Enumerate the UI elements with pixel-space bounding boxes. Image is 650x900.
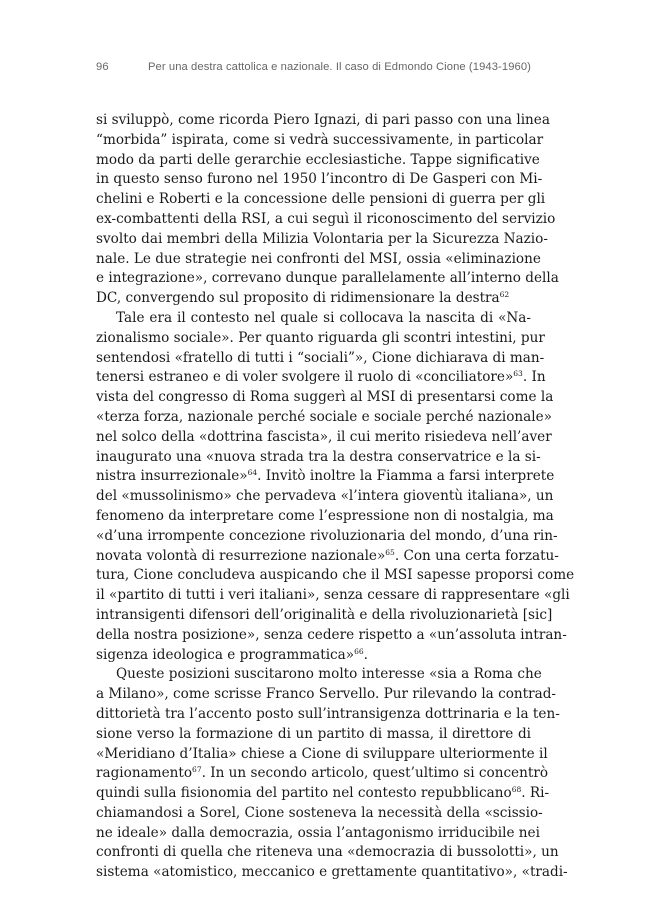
- text-line: in questo senso furono nel 1950 l’incontro di De Gasperi con Mi-: [96, 171, 543, 188]
- line-tail: . In un secondo articolo, quest’ultimo si concentrò: [201, 765, 549, 782]
- text-line: sistema «atomistico, meccanico e grettamente quantitativo», «tradi-: [96, 864, 568, 881]
- running-title: Per una destra cattolica e nazionale. Il caso di Edmondo Cione (1943-1960): [147, 61, 531, 73]
- text-line: intransigenti difensori dell’originalità e della rivoluzionarietà [sic]: [96, 606, 553, 623]
- text-line: ragionamento$^{67}$. In un secondo articolo, quest’ultimo si concentrò: [96, 765, 549, 782]
- text-line: “morbida” ispirata, come si vedrà successivamente, in particolar: [96, 131, 544, 148]
- footnote-marker[interactable]: 67: [192, 765, 202, 775]
- text-line: Queste posizioni suscitarono molto interesse «sia a Roma che: [116, 666, 542, 683]
- text-line: a Milano», come scrisse Franco Servello. Pur rilevando la contrad-: [96, 686, 557, 703]
- text-line: nel solco della «dottrina fascista», il cui merito risiedeva nell’aver: [96, 428, 552, 445]
- line-tail: . Con una certa forzatu-: [394, 547, 559, 564]
- text-line: nistra insurrezionale»$^{64}$. Invitò inoltre la Fiamma a farsi interprete: [96, 468, 555, 485]
- footnote-marker[interactable]: 62: [499, 290, 510, 300]
- footnote-marker[interactable]: 68: [511, 785, 522, 795]
- line-tail: . In: [522, 369, 546, 386]
- text-line: della nostra posizione», senza cedere rispetto a «un’assoluta intran-: [96, 626, 567, 643]
- text-line: e integrazione», correvano dunque parallelamente all’interno della: [96, 270, 559, 287]
- paragraph: [96, 309, 575, 665]
- footnote-marker[interactable]: 65: [385, 547, 395, 557]
- text-line: Tale era il contesto nel quale si collocava la nascita di «Na-: [116, 309, 531, 326]
- text-line: chelini e Roberti e la concessione delle pensioni di guerra per gli: [96, 191, 546, 208]
- text-line: sione verso la formazione di un partito di massa, il direttore di: [96, 725, 531, 742]
- text-line: del «mussolinismo» che pervadeva «l’intera gioventù italiana», un: [96, 488, 554, 505]
- line-tail: .: [363, 646, 368, 663]
- text-line: «terza forza, nazionale perché sociale e sociale perché nazionale»: [96, 408, 552, 425]
- text-line: il «partito di tutti i veri italiani», senza cessare di rappresentare «gli: [96, 587, 570, 604]
- text-line: zionalismo sociale». Per quanto riguarda gli scontri intestini, pur: [96, 329, 545, 346]
- page-number: 96: [96, 61, 109, 73]
- body-text: [96, 111, 575, 883]
- text-line: ex-combattenti della RSI, a cui seguì il riconoscimento del servizio: [96, 210, 556, 227]
- text-line: modo da parti delle gerarchie ecclesiastiche. Tappe significative: [96, 151, 540, 168]
- text-line: si sviluppò, come ricorda Piero Ignazi, di pari passo con una linea: [96, 112, 550, 128]
- text-line: fenomeno da interpretare come l’espressione non di nostalgia, ma: [96, 507, 554, 524]
- text-line: confronti di quella che riteneva una «democrazia di bussolotti», un: [96, 844, 559, 861]
- text-line: tenersi estraneo e di voler svolgere il ruolo di «conciliatore»$^{63}$. In: [96, 369, 546, 386]
- text-line: nale. Le due strategie nei confronti del MSI, ossia «eliminazione: [96, 250, 541, 267]
- text-line: DC, convergendo sul proposito di ridimensionare la destra$^{62}$: [96, 290, 510, 307]
- running-head: [96, 61, 531, 79]
- text-line: svolto dai membri della Milizia Volontaria per la Sicurezza Nazio-: [96, 230, 548, 247]
- text-line: sigenza ideologica e programmatica»$^{66}$.: [96, 646, 368, 663]
- text-line: dittorietà tra l’accento posto sull’intransigenza dottrinaria e la ten-: [96, 705, 560, 722]
- text-line: vista del congresso di Roma suggerì al MSI di presentarsi come la: [96, 389, 554, 406]
- text-line: inaugurato una «nuova strada tra la destra conservatrice e la si-: [96, 448, 541, 465]
- text-line: tura, Cione concludeva auspicando che il MSI sapesse proporsi come: [96, 567, 575, 584]
- text-line: sentendosi «fratello di tutti i “sociali”», Cione dichiarava di man-: [96, 349, 545, 366]
- line-tail: . Invitò inoltre la Fiamma a farsi interprete: [257, 468, 555, 485]
- footnote-marker[interactable]: 63: [513, 369, 523, 379]
- text-line: «d’una irrompente concezione rivoluzionaria del mondo, d’una rin-: [96, 527, 558, 544]
- paragraph: [96, 665, 568, 883]
- text-line: «Meridiano d’Italia» chiese a Cione di sviluppare ulteriormente il: [96, 745, 548, 762]
- text-line: ne ideale» dalla democrazia, ossia l’antagonismo irriducibile nei: [96, 824, 540, 841]
- footnote-marker[interactable]: 64: [247, 468, 258, 478]
- paragraph: [96, 111, 559, 309]
- text-line: chiamandosi a Sorel, Cione sosteneva la necessità della «scissio-: [96, 804, 543, 821]
- line-tail: . Ri-: [521, 785, 550, 802]
- footnote-marker[interactable]: 66: [354, 646, 364, 656]
- text-line: quindi sulla fisionomia del partito nel contesto repubblicano$^{68}$. Ri-: [96, 785, 550, 802]
- text-line: novata volontà di resurrezione nazionale»$^{65}$. Con una certa forzatu-: [96, 547, 559, 564]
